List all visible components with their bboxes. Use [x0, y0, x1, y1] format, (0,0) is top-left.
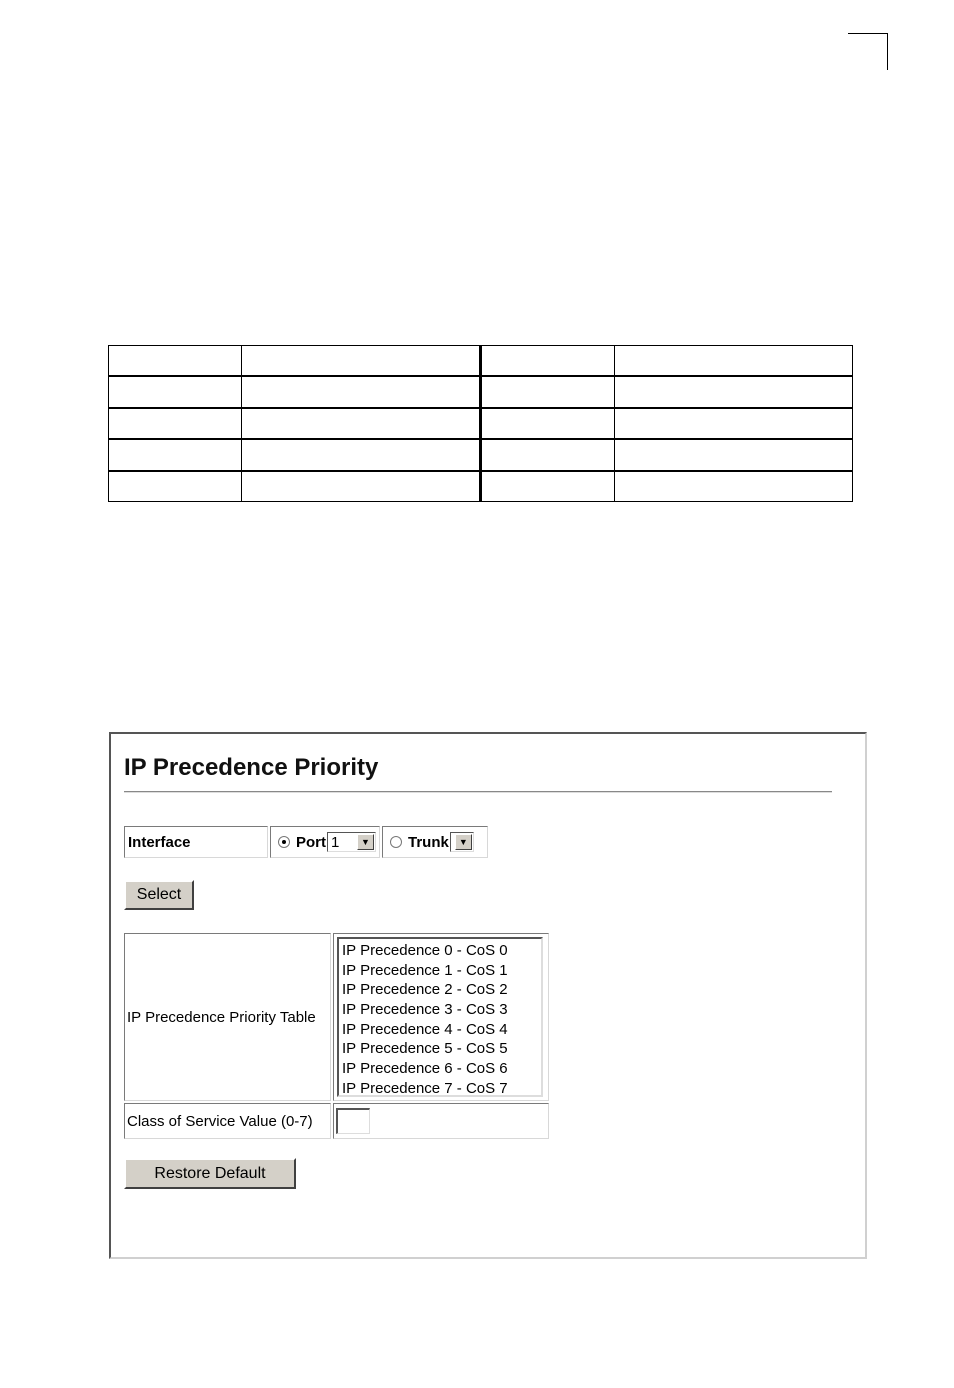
table-cell [615, 439, 853, 470]
table-cell [109, 439, 242, 470]
list-item[interactable]: IP Precedence 0 - CoS 0 [342, 942, 508, 959]
port-radio[interactable] [278, 836, 290, 848]
interface-row [124, 826, 488, 858]
cos-value-cell [333, 1103, 549, 1139]
page-corner-mark [848, 33, 888, 34]
table-cell [242, 471, 481, 502]
trunk-label: Trunk [408, 833, 449, 851]
cos-value-label: Class of Service Value (0-7) [124, 1103, 331, 1139]
table-cell [242, 408, 481, 439]
ip-precedence-panel [109, 732, 867, 1259]
table-row [109, 471, 853, 502]
cos-value-input[interactable] [336, 1108, 370, 1134]
table-cell [109, 408, 242, 439]
trunk-radio[interactable] [390, 836, 402, 848]
list-item[interactable]: IP Precedence 4 - CoS 4 [342, 1020, 508, 1038]
table-cell [481, 471, 615, 502]
trunk-select[interactable] [450, 832, 474, 852]
reference-table [108, 345, 853, 502]
trunk-option[interactable] [382, 826, 488, 858]
priority-table-label: IP Precedence Priority Table [124, 933, 331, 1101]
table-cell [481, 408, 615, 439]
table-cell [109, 346, 242, 377]
table-cell [242, 346, 481, 377]
table-cell [481, 376, 615, 407]
table-row [109, 439, 853, 470]
restore-default-button[interactable]: Restore Default [124, 1158, 296, 1189]
list-item[interactable]: IP Precedence 6 - CoS 6 [342, 1060, 508, 1078]
table-row [109, 346, 853, 377]
list-item[interactable]: IP Precedence 5 - CoS 5 [342, 1040, 508, 1058]
list-item[interactable]: IP Precedence 3 - CoS 3 [342, 1001, 508, 1019]
list-item[interactable]: IP Precedence 1 - CoS 1 [342, 961, 508, 979]
priority-settings-table [124, 933, 549, 1139]
table-row [109, 408, 853, 439]
select-button[interactable]: Select [124, 880, 194, 910]
table-cell [242, 439, 481, 470]
table-cell [109, 376, 242, 407]
list-item[interactable]: IP Precedence 7 - CoS 7 [342, 1079, 508, 1097]
table-cell [109, 471, 242, 502]
port-select-value: 1 [331, 833, 340, 851]
page-corner-mark-vertical [887, 33, 888, 70]
table-cell [615, 376, 853, 407]
table-cell [615, 346, 853, 377]
table-cell [615, 408, 853, 439]
priority-table-cell [333, 933, 549, 1101]
table-cell [481, 439, 615, 470]
chevron-down-icon[interactable]: ▼ [455, 834, 472, 850]
port-select[interactable] [327, 832, 376, 852]
table-cell [242, 376, 481, 407]
chevron-down-icon[interactable]: ▼ [357, 834, 374, 850]
priority-listbox[interactable] [337, 937, 543, 1097]
list-item[interactable]: IP Precedence 2 - CoS 2 [342, 981, 508, 999]
page-title: IP Precedence Priority [124, 754, 379, 781]
title-divider [124, 791, 832, 793]
table-cell [481, 346, 615, 377]
table-cell [615, 471, 853, 502]
port-label: Port [296, 833, 326, 851]
table-row [109, 376, 853, 407]
interface-label: Interface [124, 826, 268, 858]
port-option[interactable] [270, 826, 380, 858]
